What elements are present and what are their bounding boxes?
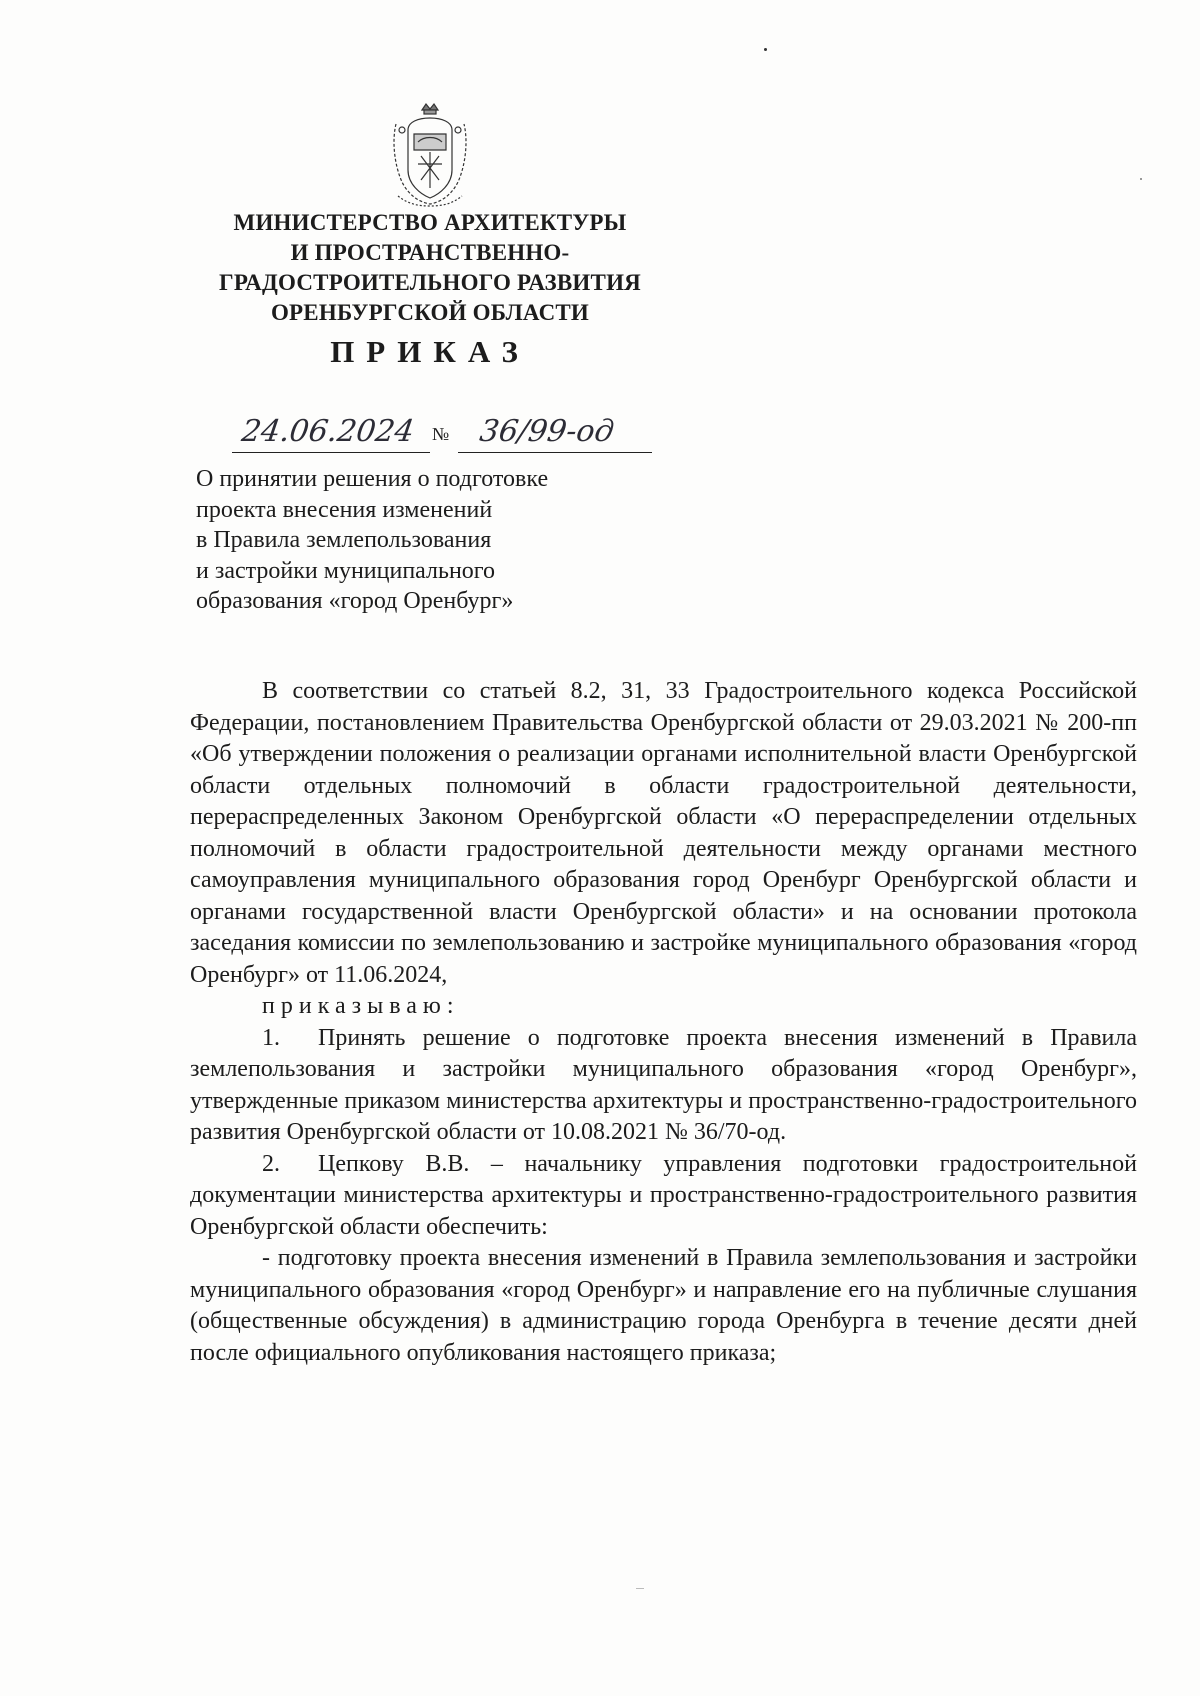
- number-sign: №: [432, 424, 450, 444]
- order-date-number: [232, 414, 652, 464]
- document-type-title: ПРИКАЗ: [330, 334, 530, 369]
- subject-line: и застройки муниципального: [196, 557, 496, 584]
- ministry-name: [160, 208, 700, 328]
- order-body: [190, 676, 1137, 1369]
- item-number: 2.: [262, 1150, 280, 1177]
- order-item-2: [190, 1149, 1137, 1244]
- scan-speck: [1140, 178, 1142, 180]
- ministry-line: ОРЕНБУРГСКОЙ ОБЛАСТИ: [270, 300, 590, 325]
- subject-line: проекта внесения изменений: [196, 496, 493, 523]
- item-text: Принять решение о подготовке проекта внесения изменений в Правила землепользования и застройки муниципального образования «город Оренбург», утвержденные приказом министерства архитектуры и пространственно-градостроительного развития Оренбургской области от 10.08.2021 № 36/70-од.: [190, 1024, 1137, 1145]
- coat-of-arms-icon: [388, 100, 472, 208]
- date-underline: [232, 452, 430, 453]
- order-subitem: - подготовку проекта внесения изменений в Правила землепользования и застройки муниципального образования «город Оренбург» и направление его на публичные слушания (общественные обсуждения) в администрацию города Оренбурга в течение десяти дней после официального опубликования настоящего приказа;: [190, 1245, 1137, 1366]
- scan-speck: [636, 1588, 644, 1589]
- number-underline: [458, 452, 652, 453]
- subject-line: в Правила землепользования: [196, 527, 492, 553]
- item-text: Цепкову В.В. – начальнику управления подготовки градостроительной документации министерства архитектуры и пространственно-градостроительного развития Оренбургской области обеспечить:: [190, 1150, 1137, 1240]
- ministry-line: ГРАДОСТРОИТЕЛЬНОГО РАЗВИТИЯ: [219, 270, 641, 295]
- item-number: 1.: [262, 1024, 280, 1051]
- subject-line: образования «город Оренбург»: [196, 588, 514, 614]
- ministry-line: И ПРОСТРАНСТВЕННО-: [290, 240, 570, 265]
- order-item-1: [190, 1023, 1137, 1149]
- order-date: 24.06.2024: [239, 414, 417, 449]
- order-number: 36/99-од: [477, 414, 617, 449]
- ministry-line: МИНИСТЕРСТВО АРХИТЕКТУРЫ: [233, 210, 627, 235]
- prikazyvayu-label: приказываю:: [262, 993, 460, 1019]
- preamble-paragraph: В соответствии со статьей 8.2, 31, 33 Градостроительного кодекса Российской Федерации, постановлением Правительства Оренбургской области от 29.03.2021 № 200-пп «Об утверждении положения о реализации органами исполнительной власти Оренбургской области отдельных полномочий в области градостроительной деятельности, перераспределенных Законом Оренбургской области «О перераспределении отдельных полномочий в области градостроительной деятельности между органами местного самоуправления муниципального образования город Оренбург Оренбургской области и органами государственной власти Оренбургской области» и на основании протокола заседания комиссии по землепользованию и застройке муниципального образования «город Оренбург» от 11.06.2024,: [190, 678, 1137, 988]
- scan-speck: [764, 48, 767, 51]
- order-subject: [196, 464, 636, 617]
- subject-line: О принятии решения о подготовке: [196, 466, 549, 492]
